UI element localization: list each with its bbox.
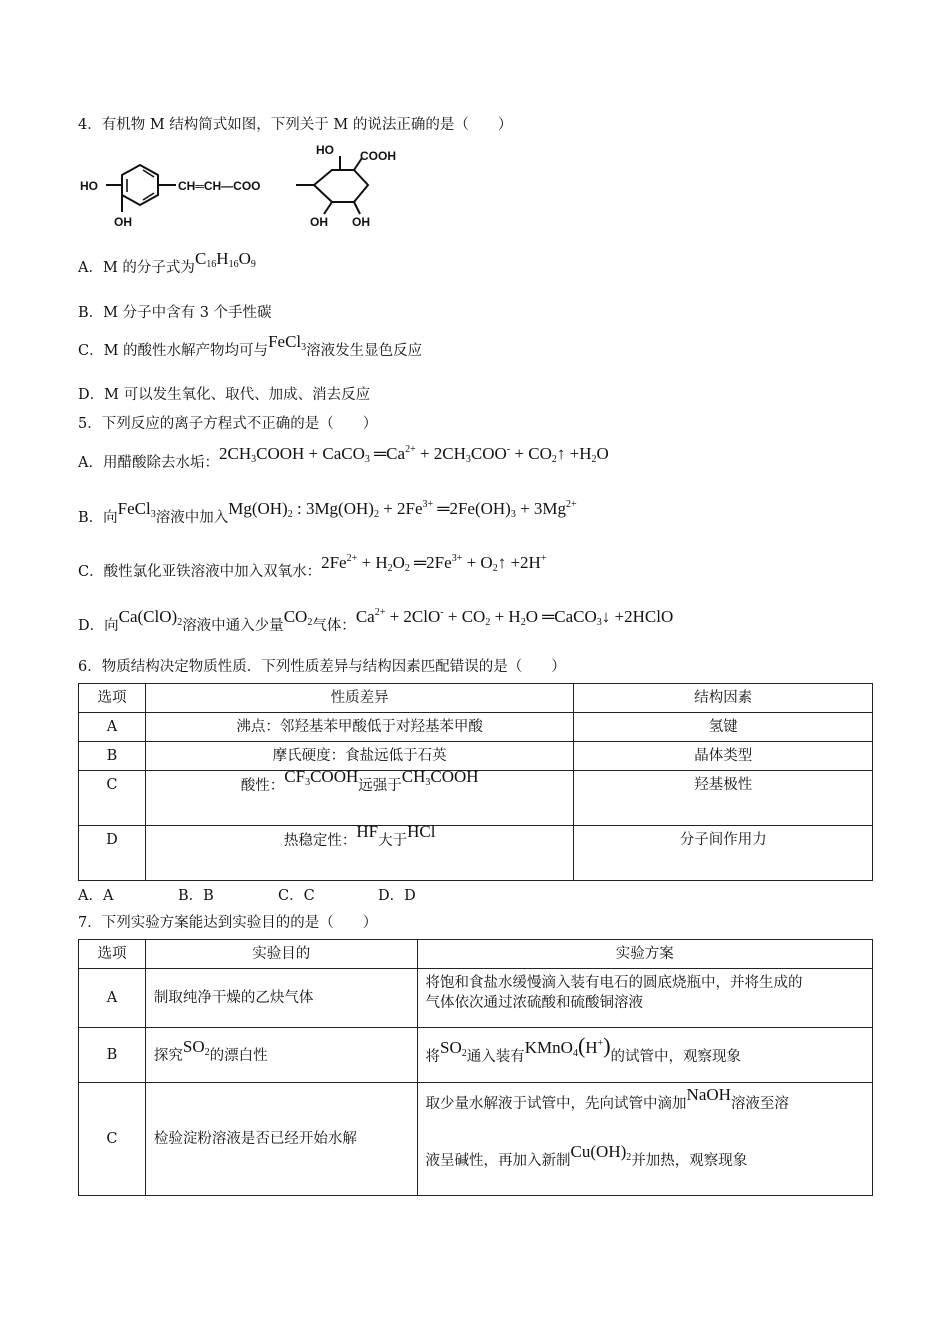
svg-text:HO: HO <box>80 179 98 193</box>
q4-option-b: B．M 分子中含有 3 个手性碳 <box>78 305 272 321</box>
q5-stem: 5．下列反应的离子方程式不正确的是（ ） <box>78 416 378 432</box>
q7-header-plan: 实验方案 <box>417 940 872 969</box>
svg-text:OH: OH <box>310 215 328 229</box>
svg-text:OH: OH <box>114 215 132 229</box>
q7-header-goal: 实验目的 <box>145 940 417 969</box>
table-row: D 热稳定性：HF大于HCl 分子间作用力 <box>79 826 873 881</box>
table-row: A 沸点：邻羟基苯甲酸低于对羟基苯甲酸 氢键 <box>79 713 873 742</box>
q4-stem: 4．有机物 M 结构简式如图，下列关于 M 的说法正确的是（ ） <box>78 117 513 133</box>
q4-option-c: C．M 的酸性水解产物均可与FeCl$_3$溶液发生显色反应 <box>78 332 423 359</box>
svg-text:COOH: COOH <box>360 149 396 163</box>
q4-option-a: A．M 的分子式为$C_{16}H_{16}O_9$ <box>78 249 256 276</box>
table-row: B 摩氏硬度：食盐远低于石英 晶体类型 <box>79 742 873 771</box>
table-row: C 检验淀粉溶液是否已经开始水解 取少量水解液于试管中，先向试管中滴加NaOH溶液至溶 液呈碱性，再加入新制$Cu(OH)_2$并加热，观察现象 <box>79 1083 873 1196</box>
q5-option-d: D．向$Ca(ClO)_2$溶液中通入少量$CO_2$气体：$Ca^{2+} + 2ClO^- + CO_2 + H_2O$ ═CaCO$_3$↓ +2HClO <box>78 607 674 634</box>
svg-text:OH: OH <box>352 215 370 229</box>
q7-table <box>78 939 873 1196</box>
svg-text:HO: HO <box>316 143 334 157</box>
q5-option-a: A．用醋酸除去水垢：$2CH_3COOH$ + CaCO$_3$ $═Ca^{2+} + 2CH_3COO^-$ + $CO_2↑ +H_2O$ <box>78 444 609 471</box>
q6-header-property: 性质差异 <box>145 684 573 713</box>
table-row: A 制取纯净干燥的乙炔气体 将饱和食盐水缓慢滴入装有电石的圆底烧瓶中，并将生成的 气体依次通过浓硫酸和硫酸铜溶液 <box>79 969 873 1028</box>
q6-table <box>78 683 873 881</box>
q6-answers: A．A B．B C．C D．D <box>78 888 416 904</box>
q5-option-b: B．向FeCl$_3$溶液中加入$Mg(OH)_2$ : $3Mg(OH)_2 + 2Fe^{3+}$ $═2Fe(OH)_3 + 3Mg^{2+}$ <box>78 499 577 526</box>
q5-option-c: C．酸性氯化亚铁溶液中加入双氧水：$2Fe^{2+} + H_2O_2$ $═2Fe^{3+}$ + $O_2↑ +2H^+$ <box>78 553 547 580</box>
q4-structure-diagram <box>78 138 418 238</box>
q7-header-option: 选项 <box>79 940 146 969</box>
table-row: B 探究$SO_2$的漂白性 将$SO_2$通入装有KMnO$_4$(H+)的试管中，观察现象 <box>79 1028 873 1083</box>
q4-option-d: D．M 可以发生氧化、取代、加成、消去反应 <box>78 387 371 403</box>
q7-stem: 7．下列实验方案能达到实验目的的是（ ） <box>78 915 378 931</box>
q6-stem: 6．物质结构决定物质性质．下列性质差异与结构因素匹配错误的是（ ） <box>78 659 566 675</box>
svg-text:CH═CH—COO: CH═CH—COO <box>178 179 261 193</box>
q6-header-factor: 结构因素 <box>574 684 873 713</box>
q6-header-option: 选项 <box>79 684 146 713</box>
table-row: C 酸性：$CF_3COOH$远强于$CH_3COOH$ 羟基极性 <box>79 771 873 826</box>
